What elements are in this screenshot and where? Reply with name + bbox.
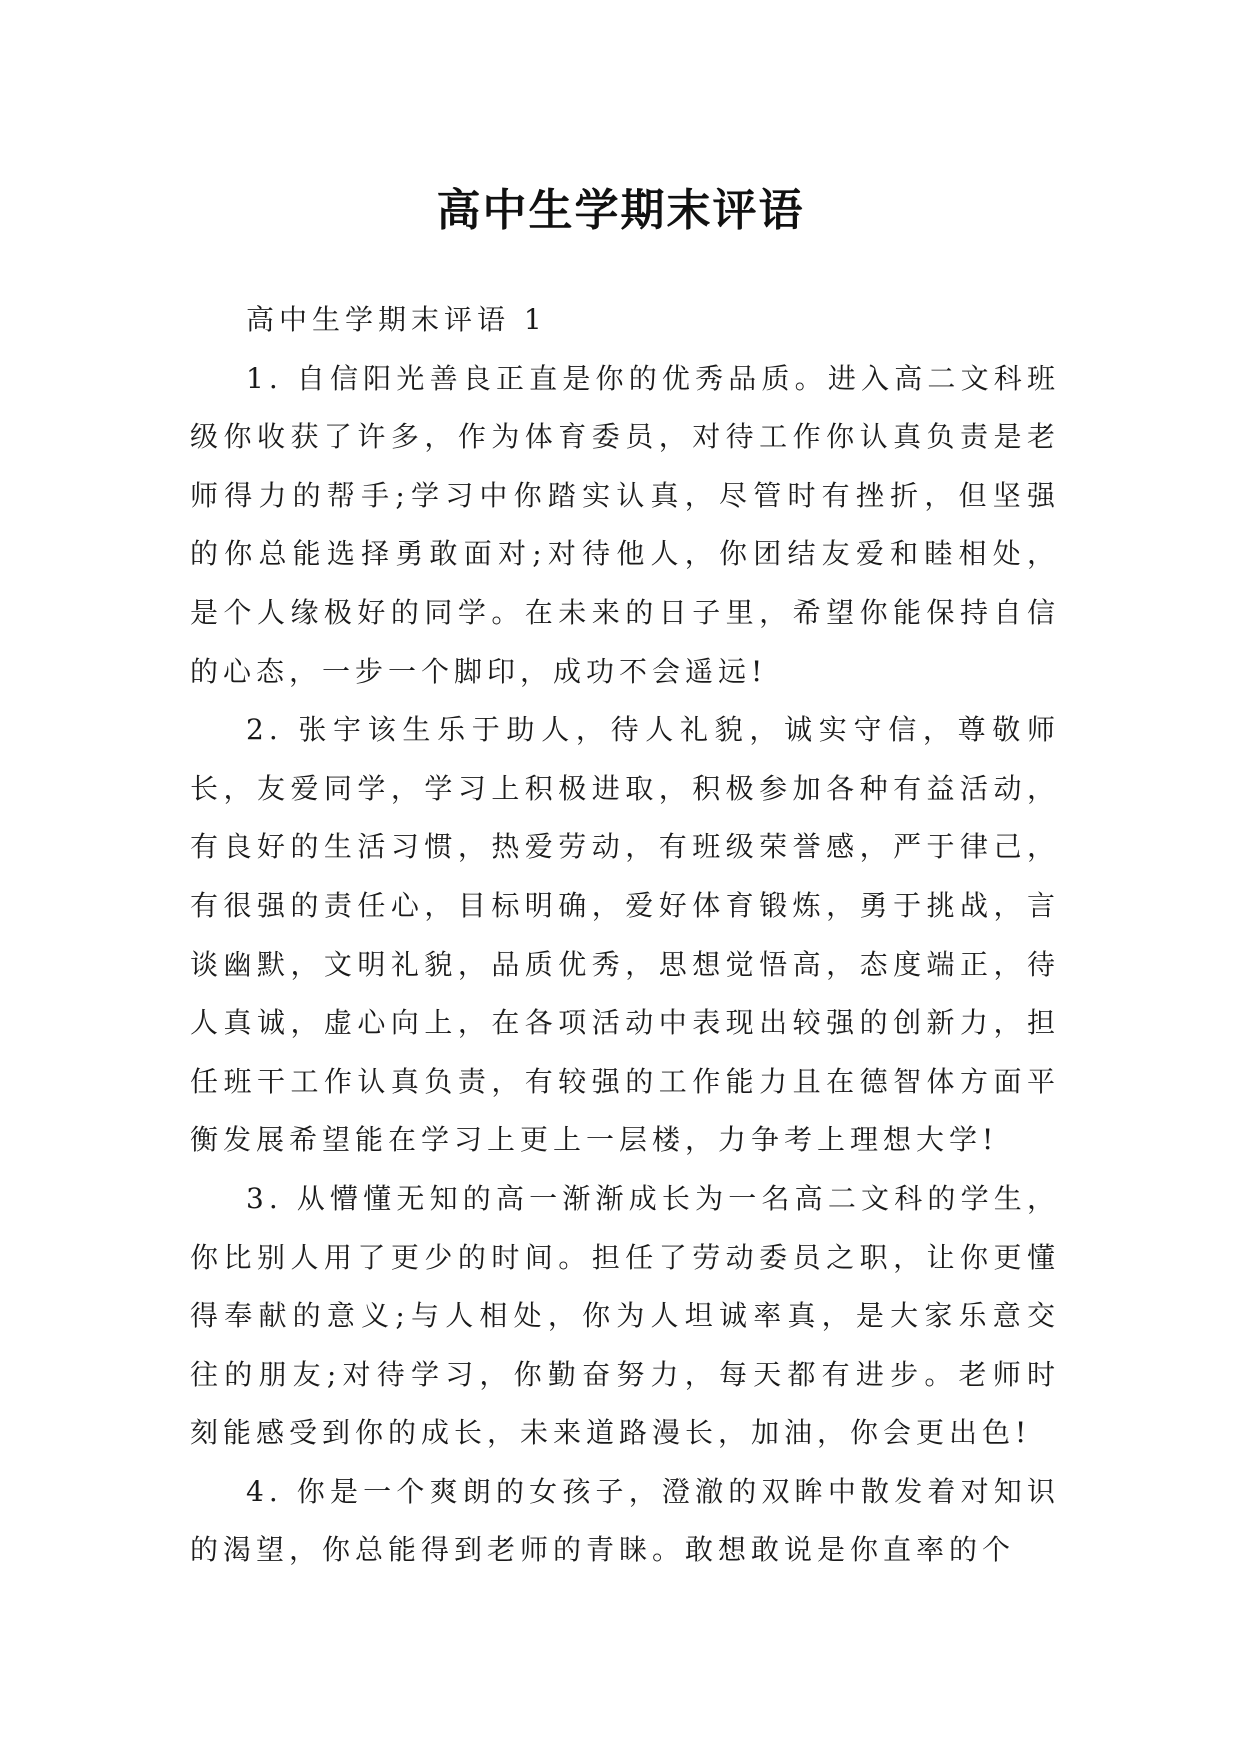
paragraph-4: 4. 你是一个爽朗的女孩子，澄澈的双眸中散发着对知识的渴望，你总能得到老师的青睐。敢想敢说是你直率的个 <box>190 1474 1060 1567</box>
paragraph-2: 2. 张宇该生乐于助人，待人礼貌，诚实守信，尊敬师长，友爱同学，学习上积极进取，积极参加各种有益活动，有良好的生活习惯，热爱劳动，有班级荣誉感，严于律己，有很强的责任心，目标明确，爱好体育锻炼，勇于挑战，言谈幽默，文明礼貌，品质优秀，思想觉悟高，态度端正，待人真诚，虚心向上，在各项活动中表现出较强的创新力，担任班干工作认真负责，有较强的工作能力且在德智体方面平衡发展希望能在学习上更上一层楼，力争考上理想大学! <box>190 713 1060 1157</box>
document-title: 高中生学期末评语 <box>436 185 805 237</box>
paragraph-1: 1. 自信阳光善良正直是你的优秀品质。进入高二文科班级你收获了许多，作为体育委员，对待工作你认真负责是老师得力的帮手;学习中你踏实认真，尽管时有挫折，但坚强的你总能选择勇敢面对;对待他人，你团结友爱和睦相处，是个人缘极好的同学。在未来的日子里，希望你能保持自信的心态，一步一个脚印，成功不会遥远! <box>190 361 1060 688</box>
section-heading: 高中生学期末评语 1 <box>246 303 547 336</box>
paragraph-3: 3. 从懵懂无知的高一渐渐成长为一名高二文科的学生，你比别人用了更少的时间。担任了劳动委员之职，让你更懂得奉献的意义;与人相处，你为人坦诚率真，是大家乐意交往的朋友;对待学习，你勤奋努力，每天都有进步。老师时刻能感受到你的成长，未来道路漫长，加油，你会更出色! <box>190 1181 1060 1450</box>
document-body <box>190 291 1060 1580</box>
